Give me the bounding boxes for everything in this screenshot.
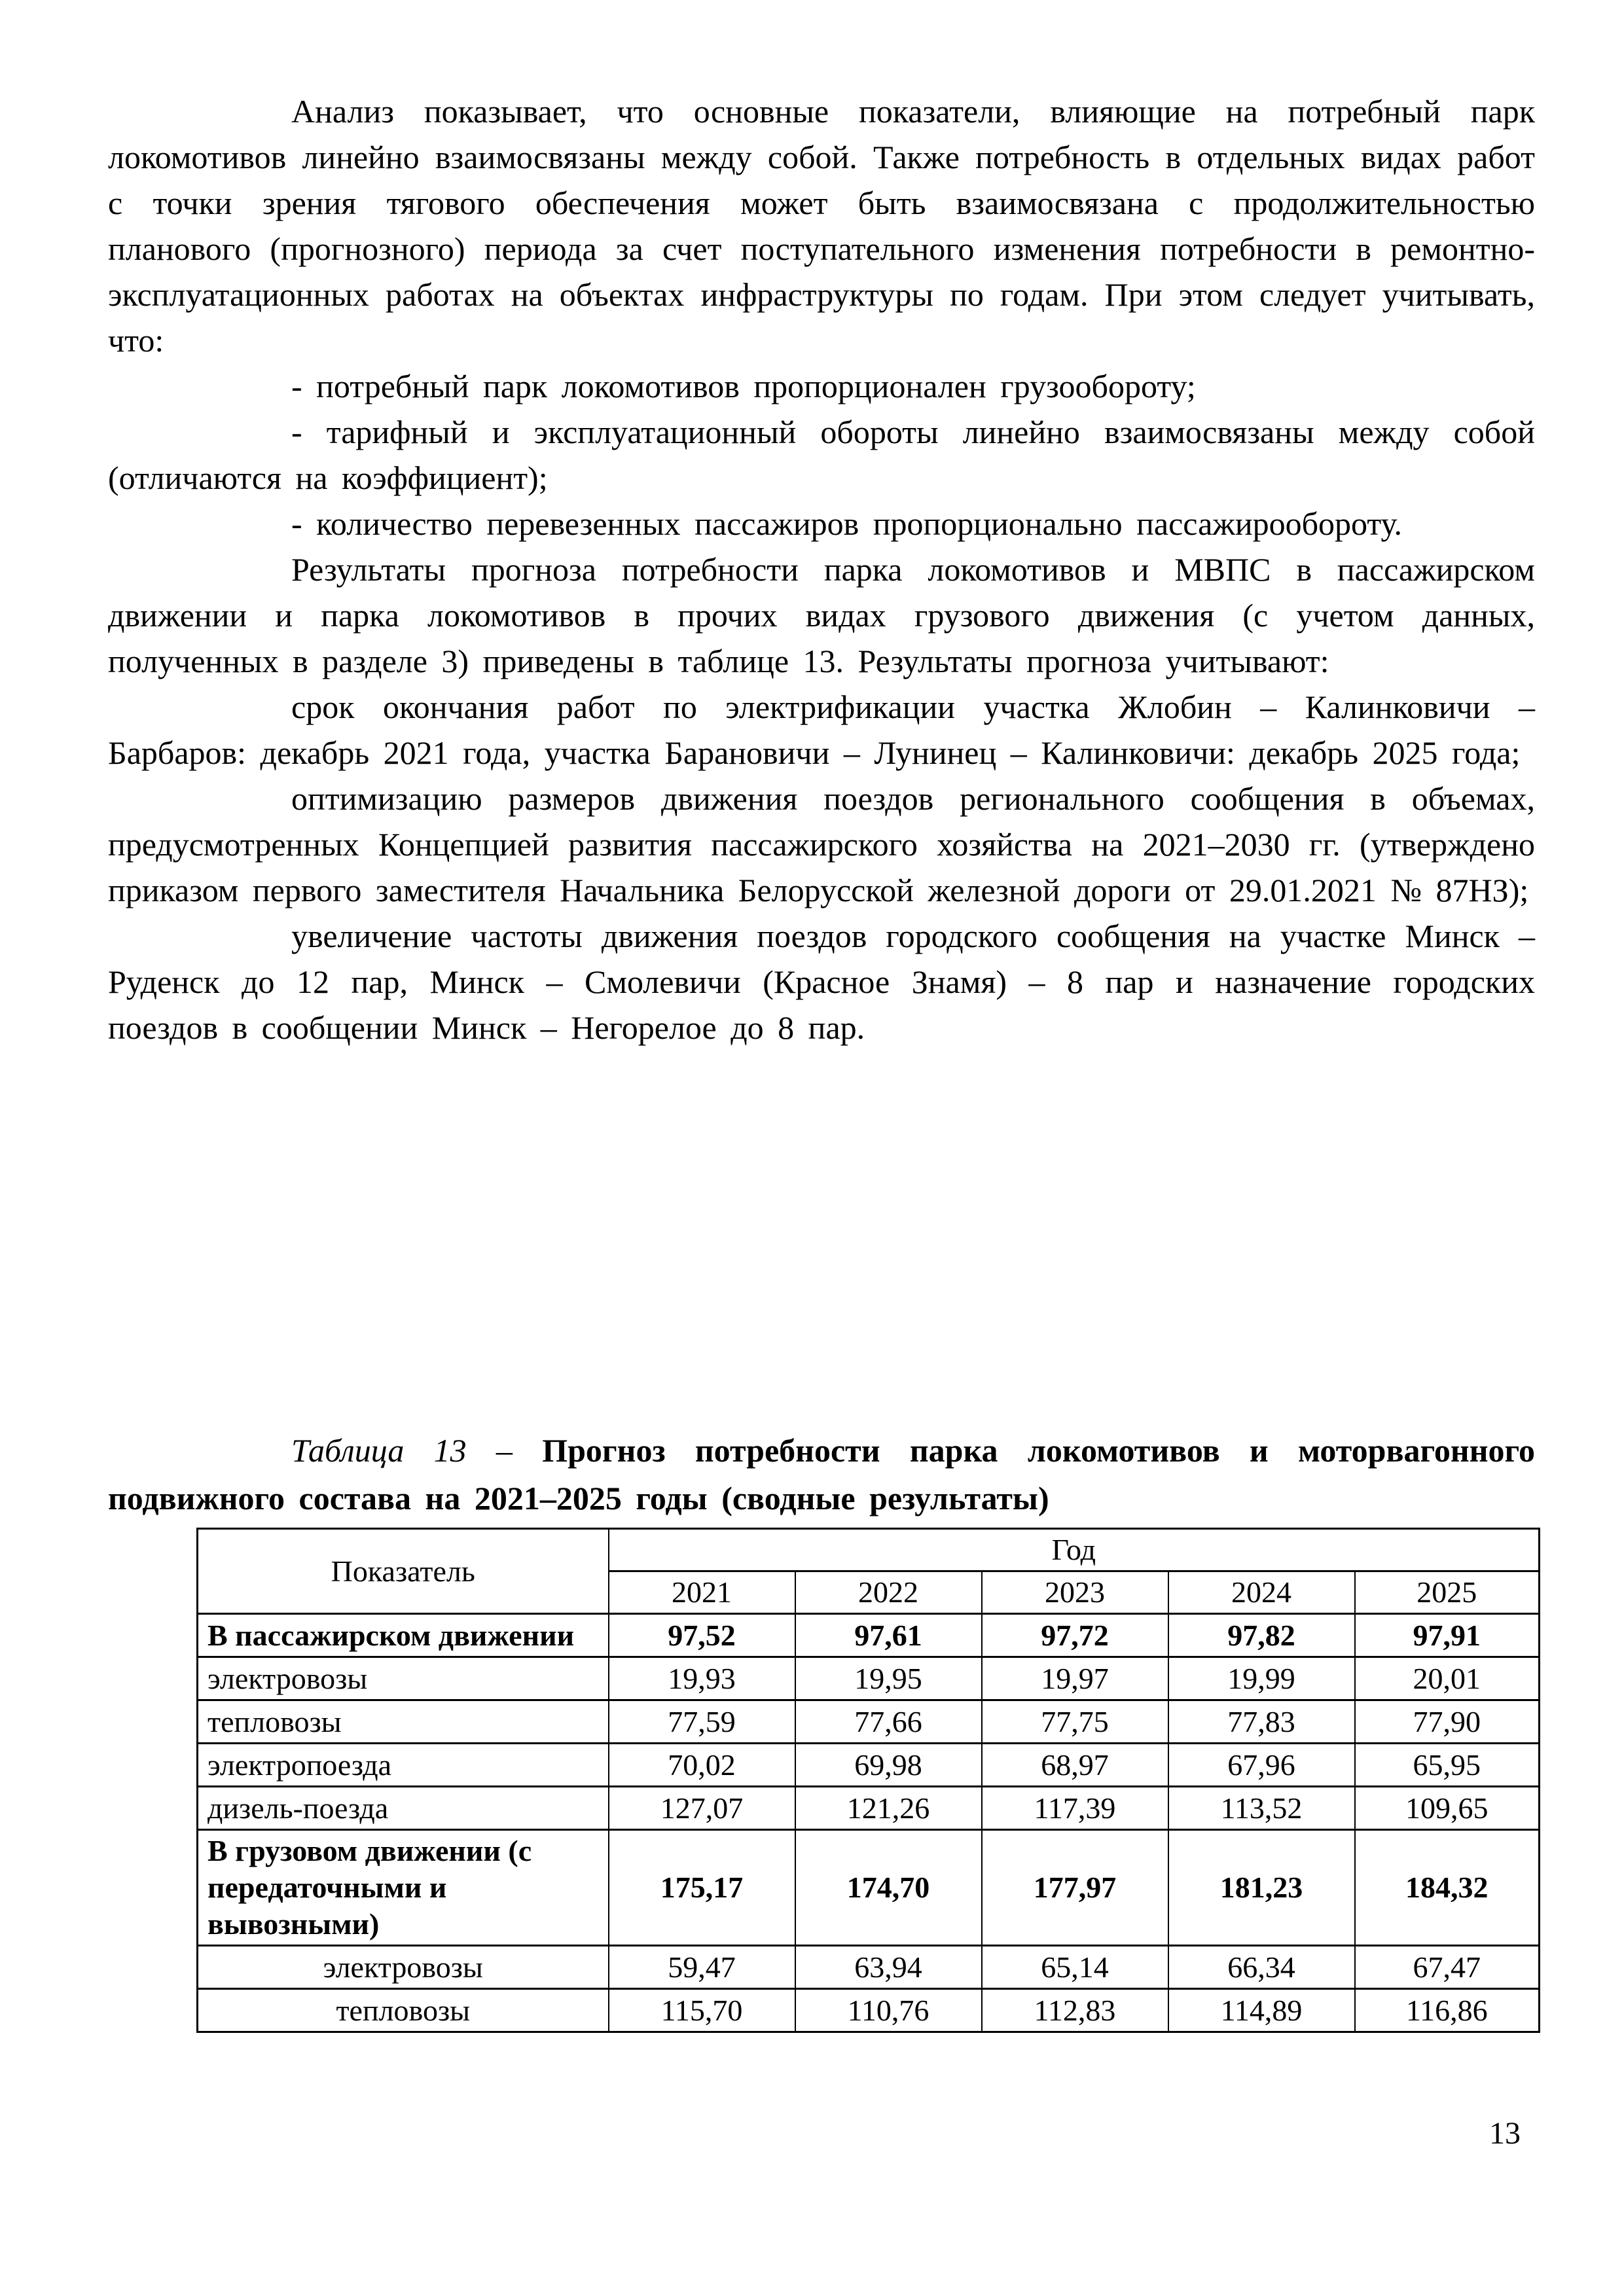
- table-header-indicator: Показатель: [198, 1529, 609, 1614]
- row-value: 109,65: [1355, 1787, 1540, 1830]
- row-label: электровозы: [198, 1657, 609, 1700]
- row-label: В пассажирском движении: [198, 1614, 609, 1657]
- table-row: [198, 1657, 1540, 1700]
- row-value: 19,93: [609, 1657, 795, 1700]
- row-label: электровозы: [198, 1946, 609, 1989]
- row-value: 20,01: [1355, 1657, 1540, 1700]
- row-value: 110,76: [795, 1989, 982, 2032]
- document-page: [108, 88, 1535, 2033]
- row-value: 115,70: [609, 1989, 795, 2032]
- row-value: 59,47: [609, 1946, 795, 1989]
- paragraph: срок окончания работ по электрификации участка Жлобин – Калинковичи – Барбаров: декабрь 2021 года, участка Барановичи – Лунинец – Калинковичи: декабрь 2025 года;: [108, 689, 1535, 771]
- row-value: 97,72: [982, 1614, 1168, 1657]
- paragraph: - потребный парк локомотивов пропорционален грузообороту;: [291, 368, 1196, 404]
- row-value: 65,14: [982, 1946, 1168, 1989]
- row-value: 181,23: [1168, 1830, 1355, 1946]
- row-value: 113,52: [1168, 1787, 1355, 1830]
- table-header-year-group: Год: [609, 1529, 1540, 1571]
- table-header-year: 2024: [1168, 1571, 1355, 1614]
- page-number: 13: [1489, 2116, 1521, 2151]
- table-caption-separator: –: [466, 1432, 543, 1469]
- table-row: [198, 1946, 1540, 1989]
- row-value: 77,83: [1168, 1700, 1355, 1744]
- row-value: 127,07: [609, 1787, 795, 1830]
- table-header-row-top: [198, 1529, 1540, 1571]
- table-row: [198, 1830, 1540, 1946]
- row-value: 70,02: [609, 1744, 795, 1787]
- row-value: 121,26: [795, 1787, 982, 1830]
- body-paragraphs: [108, 88, 1535, 1381]
- paragraph: - тарифный и эксплуатационный обороты линейно взаимосвязаны между собой (отличаются на коэффициент);: [108, 414, 1535, 496]
- row-value: 77,75: [982, 1700, 1168, 1744]
- row-label: тепловозы: [198, 1989, 609, 2032]
- row-value: 184,32: [1355, 1830, 1540, 1946]
- row-value: 177,97: [982, 1830, 1168, 1946]
- table-row: [198, 1700, 1540, 1744]
- paragraph: оптимизацию размеров движения поездов регионального сообщения в объемах, предусмотренных Концепцией развития пассажирского хозяйства на 2021–2030 гг. (утверждено приказом первого заместителя Начальника Белорусской железной дороги от 29.01.2021 № 87НЗ);: [108, 780, 1535, 908]
- row-value: 114,89: [1168, 1989, 1355, 2032]
- row-value: 63,94: [795, 1946, 982, 1989]
- row-value: 19,97: [982, 1657, 1168, 1700]
- row-value: 97,52: [609, 1614, 795, 1657]
- row-value: 175,17: [609, 1830, 795, 1946]
- table-row: [198, 1614, 1540, 1657]
- row-label: тепловозы: [198, 1700, 609, 1744]
- row-value: 67,47: [1355, 1946, 1540, 1989]
- row-value: 65,95: [1355, 1744, 1540, 1787]
- paragraph: Анализ показывает, что основные показатели, влияющие на потребный парк локомотивов линейно взаимосвязаны между собой. Также потребность в отдельных видах работ с точки зрения тягового обеспечения может быть взаимосвязана с продолжительностью планового (прогнозного) периода за счет поступательного изменения потребности в ремонтно-эксплуатационных работах на объектах инфраструктуры по годам. При этом следует учитывать, что:: [108, 93, 1535, 359]
- table-caption-label: Таблица 13: [291, 1432, 467, 1469]
- row-label: дизель-поезда: [198, 1787, 609, 1830]
- row-value: 116,86: [1355, 1989, 1540, 2032]
- row-value: 67,96: [1168, 1744, 1355, 1787]
- row-value: 68,97: [982, 1744, 1168, 1787]
- table-body: [198, 1614, 1540, 2032]
- row-value: 77,59: [609, 1700, 795, 1744]
- forecast-table: [196, 1528, 1540, 2033]
- paragraph: - количество перевезенных пассажиров пропорционально пассажирообороту.: [291, 505, 1403, 542]
- row-label: электропоезда: [198, 1744, 609, 1787]
- row-value: 97,61: [795, 1614, 982, 1657]
- row-label: В грузовом движении (с передаточными и вывозными): [198, 1830, 609, 1946]
- table-row: [198, 1744, 1540, 1787]
- row-value: 112,83: [982, 1989, 1168, 2032]
- table-row: [198, 1989, 1540, 2032]
- table-header-year: 2025: [1355, 1571, 1540, 1614]
- table-row: [198, 1787, 1540, 1830]
- paragraph: Результаты прогноза потребности парка локомотивов и МВПС в пассажирском движении и парка локомотивов в прочих видах грузового движения (с учетом данных, полученных в разделе 3) приведены в таблице 13. Результаты прогноза учитывают:: [108, 551, 1535, 679]
- row-value: 66,34: [1168, 1946, 1355, 1989]
- row-value: 77,90: [1355, 1700, 1540, 1744]
- row-value: 19,95: [795, 1657, 982, 1700]
- row-value: 174,70: [795, 1830, 982, 1946]
- table-header-year: 2022: [795, 1571, 982, 1614]
- table-caption-title: Прогноз потребности парка локомотивов и моторвагонного подвижного состава на 2021–2025 годы (сводные результаты): [108, 1432, 1535, 1516]
- table-caption: [108, 1427, 1535, 1522]
- row-value: 19,99: [1168, 1657, 1355, 1700]
- row-value: 97,82: [1168, 1614, 1355, 1657]
- row-value: 77,66: [795, 1700, 982, 1744]
- row-value: 69,98: [795, 1744, 982, 1787]
- table-header-year: 2023: [982, 1571, 1168, 1614]
- paragraph: увеличение частоты движения поездов городского сообщения на участке Минск – Руденск до 12 пар, Минск – Смолевичи (Красное Знамя) – 8 пар и назначение городских поездов в сообщении Минск – Негорелое до 8 пар.: [108, 918, 1535, 1046]
- row-value: 97,91: [1355, 1614, 1540, 1657]
- row-value: 117,39: [982, 1787, 1168, 1830]
- table-header-year: 2021: [609, 1571, 795, 1614]
